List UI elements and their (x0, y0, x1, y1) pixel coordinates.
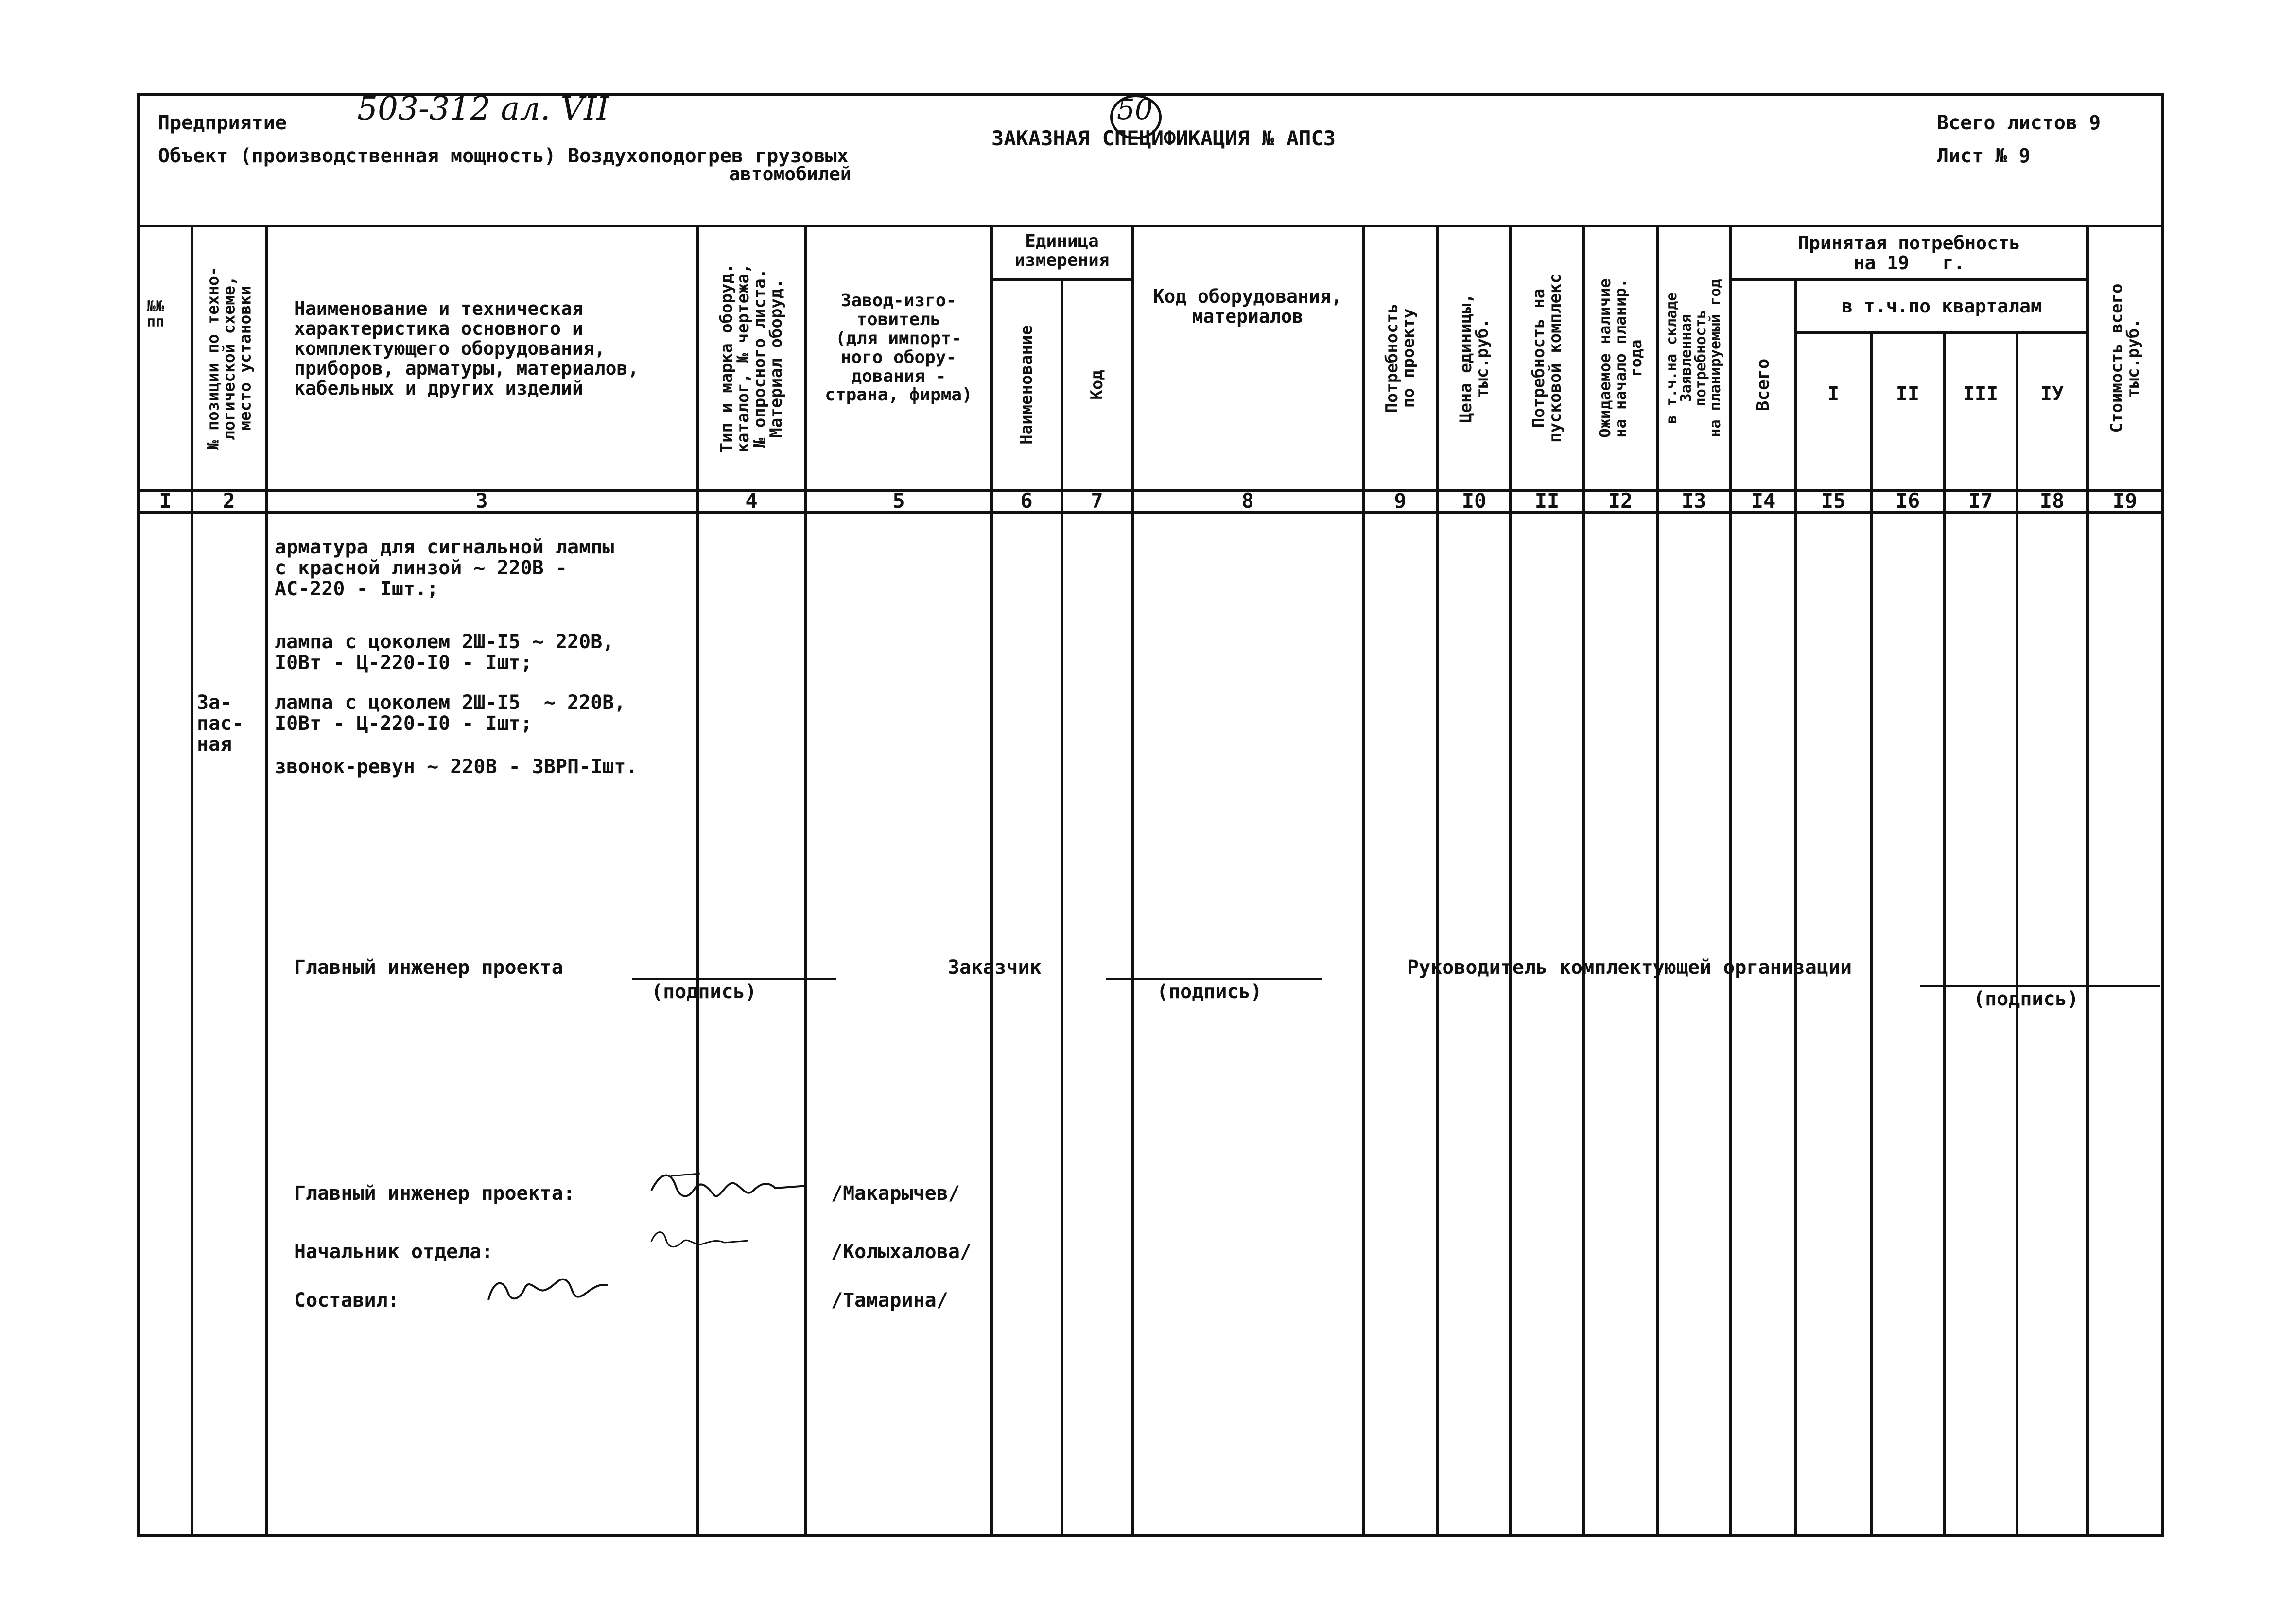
accepted-group-header: Принятая потребность на 19 г. (1798, 232, 2020, 274)
col-2-header: № позиции по техно- логической схеме, место установки (203, 266, 255, 450)
col-number: 4 (745, 489, 758, 513)
enterprise-label: Предприятие (158, 112, 287, 134)
handwritten-code: 503-312 ал. VII (357, 90, 609, 127)
supplier-label: Руководитель комплектующей организации (1407, 956, 1852, 979)
col-6-header: Наименование (1017, 325, 1036, 445)
col-number: I3 (1681, 489, 1706, 513)
col-number: I (159, 489, 172, 513)
col-number: 7 (1091, 489, 1103, 513)
col-number: I0 (1461, 489, 1487, 513)
col-number: 3 (475, 489, 488, 513)
document-title: ЗАКАЗНАЯ СПЕЦИФИКАЦИЯ № АПСЗ (991, 126, 1336, 150)
handwritten-signature (646, 1222, 758, 1261)
row-item: лампа с цоколем 2Ш-I5 ~ 220В, I0Вт - Ц-220-I0 - Iшт; (275, 691, 626, 735)
col-number: I4 (1751, 489, 1776, 513)
col-4-header: Тип и марка оборуд. каталог, № чертежа, № опросного листа. Материал оборуд. (717, 263, 786, 453)
row-item: лампа с цоколем 2Ш-I5 ~ 220В, I0Вт - Ц-220-I0 - Iшт; (275, 631, 614, 674)
sheet-number: Лист № 9 (1937, 145, 2031, 167)
col-number: 6 (1020, 489, 1033, 513)
unit-group-header: Единица измерения (1014, 231, 1110, 270)
compiler-name: /Тамарина/ (831, 1289, 948, 1312)
col-12-header: Ожидаемое наличие на начало планир. года (1596, 278, 1645, 438)
col-5-header: Завод-изго- товитель (для импорт- ного обору- дования - страна, фирма) (825, 291, 973, 405)
object-line: Объект (производственная мощность) Воздухоподогрев грузовых (158, 145, 849, 167)
row-position: За- пас- ная (197, 691, 244, 756)
col-13-header: в т.ч.на складе Заявленная потребность на планируемый год (1663, 279, 1724, 437)
handwritten-signature (642, 1161, 817, 1220)
chief-engineer-label: Главный инженер проекта (294, 956, 563, 979)
compiler-label: Составил: (294, 1289, 400, 1312)
col-number: I2 (1608, 489, 1633, 513)
chief-engineer2-label: Главный инженер проекта: (294, 1182, 575, 1205)
col-7-header: Код (1087, 370, 1107, 400)
page-number: 50 (1117, 93, 1153, 126)
col-number: I6 (1895, 489, 1920, 513)
chief-engineer2-name: /Макарычев/ (831, 1182, 960, 1205)
col-number: 9 (1394, 489, 1407, 513)
col-16-header: II (1896, 383, 1920, 405)
col-9-header: Потребность по проекту (1382, 303, 1418, 413)
object-line-2: автомобилей (729, 163, 852, 185)
dept-head-name: /Колыхалова/ (831, 1241, 972, 1263)
signature-caption: (подпись) (1157, 981, 1262, 1003)
signature-caption: (подпись) (651, 981, 757, 1003)
col-11-header: Потребность на пусковой комплекс (1529, 274, 1565, 443)
col-8-header: Код оборудования, материалов (1153, 286, 1342, 328)
col-19-header: Стоимость всего тыс.руб. (2107, 283, 2143, 433)
col-number: 8 (1241, 489, 1254, 513)
col-18-header: IУ (2040, 383, 2064, 405)
quarters-group-header: в т.ч.по кварталам (1842, 295, 2042, 317)
row-item: арматура для сигнальной лампы с красной линзой ~ 220В - АС-220 - Iшт.; (275, 536, 614, 601)
col-number: 5 (892, 489, 905, 513)
col-number: I9 (2112, 489, 2138, 513)
dept-head-label: Начальник отдела: (294, 1241, 493, 1263)
handwritten-signature (481, 1266, 617, 1314)
col-number: I5 (1821, 489, 1846, 513)
total-sheets: Всего листов 9 (1937, 112, 2101, 134)
col-3-header: Наименование и техническая характеристика основного и комплектующего оборудования, приборов, арматуры, материалов, кабельных и других изделий (294, 298, 639, 399)
col-1-header: №№ пп (147, 298, 165, 331)
col-number: II (1534, 489, 1560, 513)
col-number: I7 (1968, 489, 1993, 513)
row-item: звонок-ревун ~ 220В - ЗВРП-Iшт. (275, 756, 638, 778)
col-number: I8 (2039, 489, 2065, 513)
col-17-header: III (1963, 383, 1999, 405)
col-14-header: Всего (1753, 358, 1773, 412)
customer-label: Заказчик (948, 956, 1042, 979)
col-number: 2 (223, 489, 235, 513)
col-10-header: Цена единицы, тыс.руб. (1456, 293, 1492, 423)
col-15-header: I (1827, 383, 1840, 405)
signature-caption: (подпись) (1973, 988, 2079, 1010)
